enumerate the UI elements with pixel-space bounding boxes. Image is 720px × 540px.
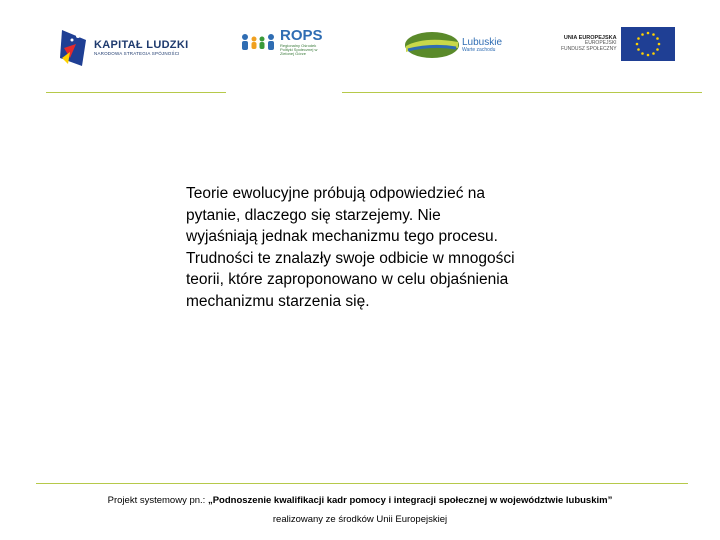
- kapital-ludzki-emblem-icon: [58, 28, 88, 68]
- eu-line3: FUNDUSZ SPOŁECZNY: [561, 46, 617, 53]
- header-rule-right: [342, 92, 702, 93]
- header-rule-left: [46, 92, 226, 93]
- main-paragraph: Teorie ewolucyjne próbują odpowiedzieć na pytanie, dlaczego się starzejemy. Nie wyjaśniają jednak mechanizmu tego procesu. Trudności te znalazły swoje odbicie w mnogości teorii, które zaproponowano w celu objaśnienia mechanizmu starzenia się.: [186, 185, 515, 310]
- footer: [0, 491, 720, 529]
- eu-flag-icon: [621, 27, 675, 61]
- lubuskie-subtitle: Warte zachodu: [462, 46, 496, 53]
- eu-title: UNIA EUROPEJSKA: [563, 35, 617, 42]
- footer-rule: [36, 483, 688, 484]
- lubuskie-title: Lubuskie: [462, 36, 503, 48]
- kapital-ludzki-title: KAPITAŁ LUDZKI: [94, 39, 189, 52]
- footer-prefix: Projekt systemowy pn.:: [107, 495, 208, 506]
- rops-subtitle: Regionalny Ośrodek Polityki Społecznej w Zielonej Górze: [280, 42, 318, 57]
- footer-line2: realizowany ze środków Unii Europejskiej: [272, 514, 448, 525]
- kapital-ludzki-logo: [58, 28, 188, 68]
- lubuskie-landscape-icon: [404, 30, 460, 60]
- rops-people-icon: [240, 31, 276, 53]
- rops-logo: [240, 28, 330, 56]
- rops-title: ROPS: [280, 27, 323, 44]
- footer-line1: [0, 491, 720, 510]
- lubuskie-logo: [404, 30, 502, 60]
- logo-bar: [0, 0, 720, 95]
- kapital-ludzki-subtitle: NARODOWA STRATEGIA SPÓJNOŚCI: [94, 50, 180, 56]
- eu-logo: [561, 27, 675, 61]
- footer-project-name: „Podnoszenie kwalifikacji kadr pomocy i integracji społecznej w województwie lubuskim”: [207, 495, 613, 506]
- eu-line2: EUROPEJSKI: [584, 40, 617, 47]
